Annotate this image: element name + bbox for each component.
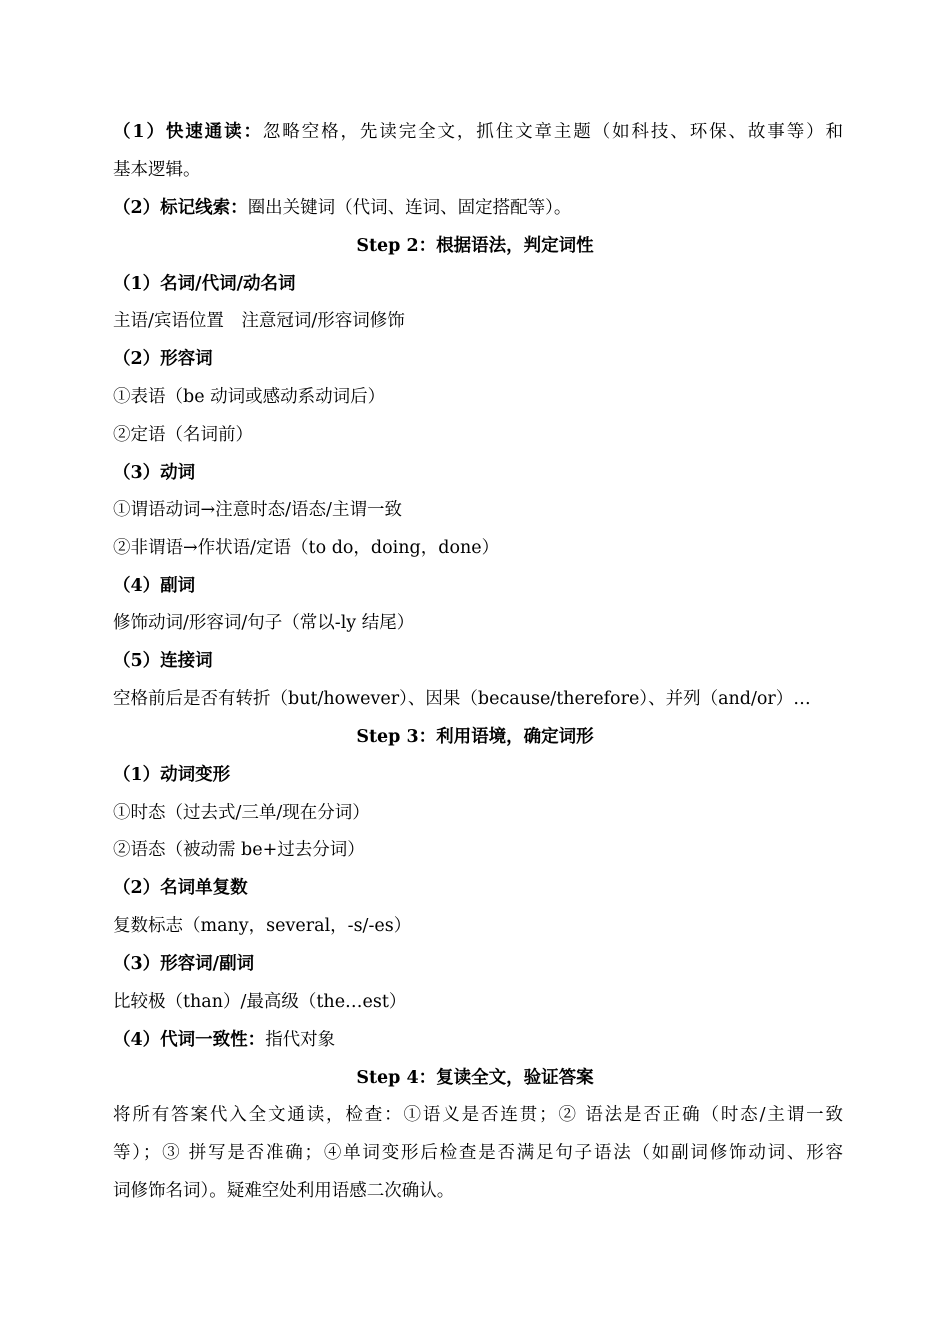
step1-item1-label: （1）快速通读： xyxy=(113,122,263,142)
step4-title: Step 4：复读全文，验证答案 xyxy=(356,1068,594,1088)
step4-paragraph-line2: 等）；③ 拼写是否准确；④单词变形后检查是否满足句子语法（如副词修饰动词、形容 xyxy=(113,1143,843,1163)
step3-heading-2: （2）名词单复数 xyxy=(113,878,248,898)
step2-text-1: 主语/宾语位置 注意冠词/形容词修饰 xyxy=(113,311,405,331)
step2-heading-5: （5）连接词 xyxy=(113,651,213,671)
step2-text-5: 空格前后是否有转折（but/however）、因果（because/therefore）、并列（and/or）… xyxy=(113,689,811,709)
step2-heading-4: （4）副词 xyxy=(113,576,196,596)
step2-heading-3: （3）动词 xyxy=(113,463,196,483)
step3-heading-1: （1）动词变形 xyxy=(113,765,231,785)
step4-paragraph-line1: 将所有答案代入全文通读，检查：①语义是否连贯；② 语法是否正确（时态/主谓一致 xyxy=(113,1105,843,1125)
step2-title: Step 2：根据语法，判定词性 xyxy=(356,236,594,256)
step2-heading-2: （2）形容词 xyxy=(113,349,213,369)
step3-text-2: 复数标志（many，several，-s/-es） xyxy=(113,916,412,936)
step2-heading-1: （1）名词/代词/动名词 xyxy=(113,274,296,294)
step3-text-1a: ①时态（过去式/三单/现在分词） xyxy=(113,803,370,823)
step1-item2-label: （2）标记线索： xyxy=(113,198,248,218)
step3-title: Step 3：利用语境，确定词形 xyxy=(356,727,594,747)
step1-item1-text: 忽略空格，先读完全文，抓住文章主题（如科技、环保、故事等）和 xyxy=(262,122,843,142)
step3-heading-3: （3）形容词/副词 xyxy=(113,954,255,974)
step2-text-4: 修饰动词/形容词/句子（常以-ly 结尾） xyxy=(113,613,415,633)
step1-item1-line1 xyxy=(113,119,843,145)
step3-item4-text: 指代对象 xyxy=(265,1030,336,1050)
step4-paragraph-line3: 词修饰名词）。疑难空处利用语感二次确认。 xyxy=(113,1181,455,1201)
step2-text-3b: ②非谓语→作状语/定语（to do，doing，done） xyxy=(113,538,500,558)
step1-item1-line2: 基本逻辑。 xyxy=(113,160,201,180)
step3-item4-label: （4）代词一致性： xyxy=(113,1030,266,1050)
step2-text-2b: ②定语（名词前） xyxy=(113,425,253,445)
step3-text-1b: ②语态（被动需 be+过去分词） xyxy=(113,840,365,860)
step1-item2-text: 圈出关键词（代词、连词、固定搭配等）。 xyxy=(247,198,572,218)
step3-item-4 xyxy=(113,1027,843,1053)
step3-text-3: 比较极（than）/最高级（the…est） xyxy=(113,992,407,1012)
step2-text-3a: ①谓语动词→注意时态/语态/主谓一致 xyxy=(113,500,402,520)
step2-text-2a: ①表语（be 动词或感动系动词后） xyxy=(113,387,386,407)
step1-item2 xyxy=(113,195,843,221)
